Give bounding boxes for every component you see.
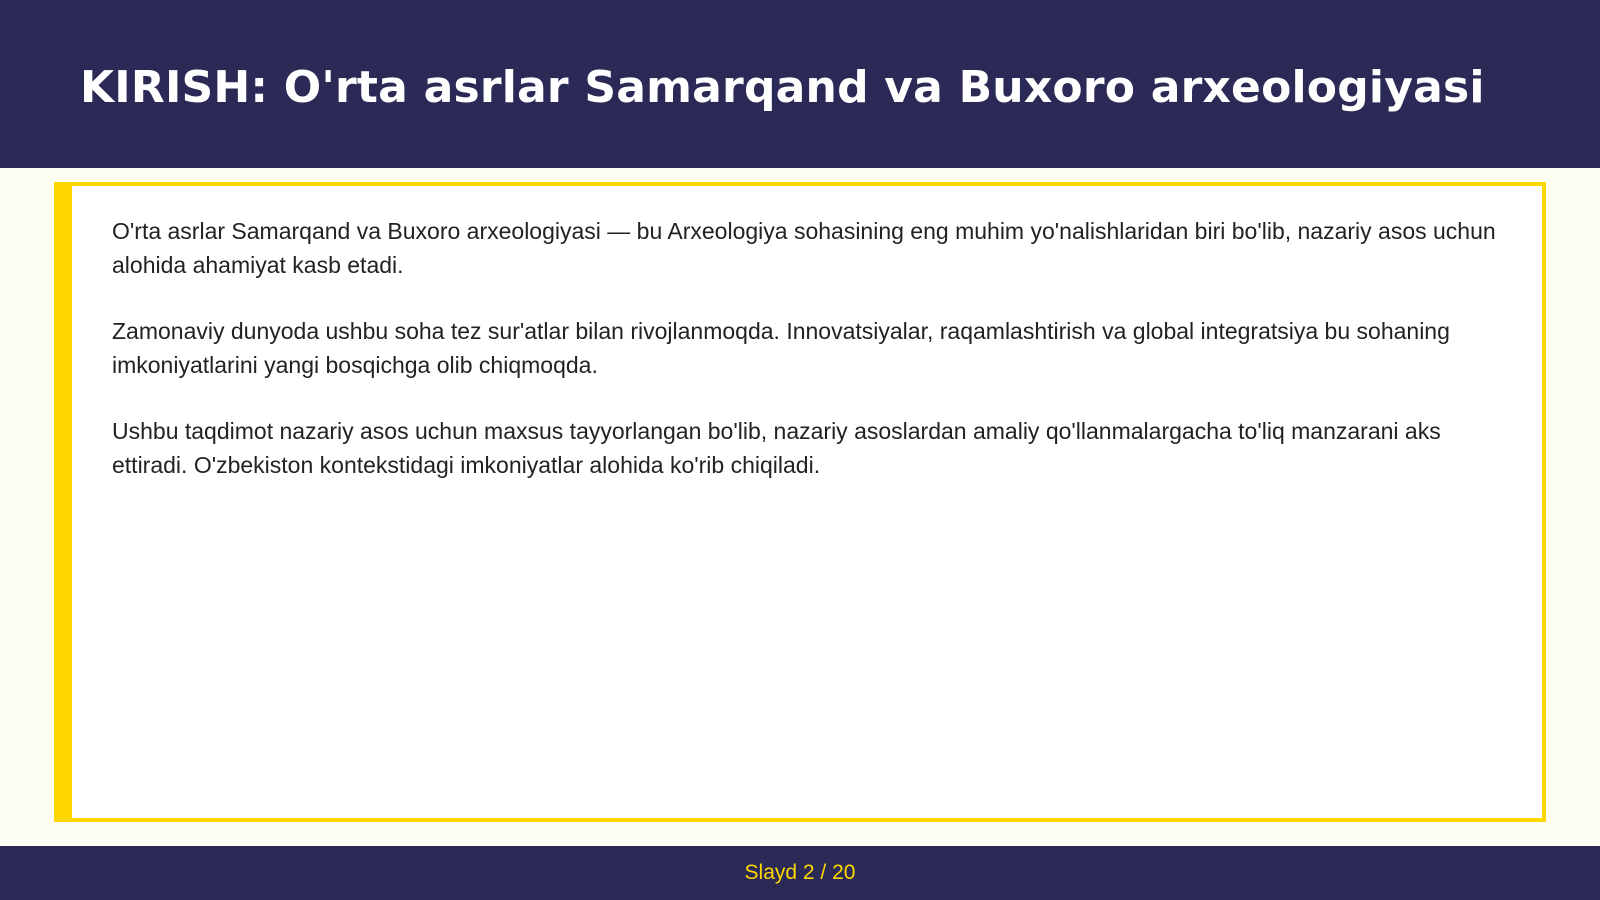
slide-title: KIRISH: O'rta asrlar Samarqand va Buxoro arxeologiyasi <box>80 62 1485 113</box>
content-body <box>112 214 1502 514</box>
paragraph-modern: Zamonaviy dunyoda ushbu soha tez sur'atlar bilan rivojlanmoqda. Innovatsiyalar, raqamlashtirish va global integratsiya bu sohaning imkoniyatlarini yangi bosqichga olib chiqmoqda. <box>112 318 1450 378</box>
paragraph-intro: O'rta asrlar Samarqand va Buxoro arxeologiyasi — bu Arxeologiya sohasining eng muhim yo'nalishlaridan biri bo'lib, nazariy asos uchun alohida ahamiyat kasb etadi. <box>112 218 1496 278</box>
content-panel <box>54 182 1546 822</box>
slide-number: Slayd 2 / 20 <box>744 861 856 884</box>
slide-header <box>0 0 1600 168</box>
paragraph-presentation: Ushbu taqdimot nazariy asos uchun maxsus tayyorlangan bo'lib, nazariy asoslardan amaliy qo'llanmalargacha to'liq manzarani aks ettiradi. O'zbekiston kontekstidagi imkoniyatlar alohida ko'rib chiqiladi. <box>112 418 1441 478</box>
slide-footer <box>0 846 1600 900</box>
